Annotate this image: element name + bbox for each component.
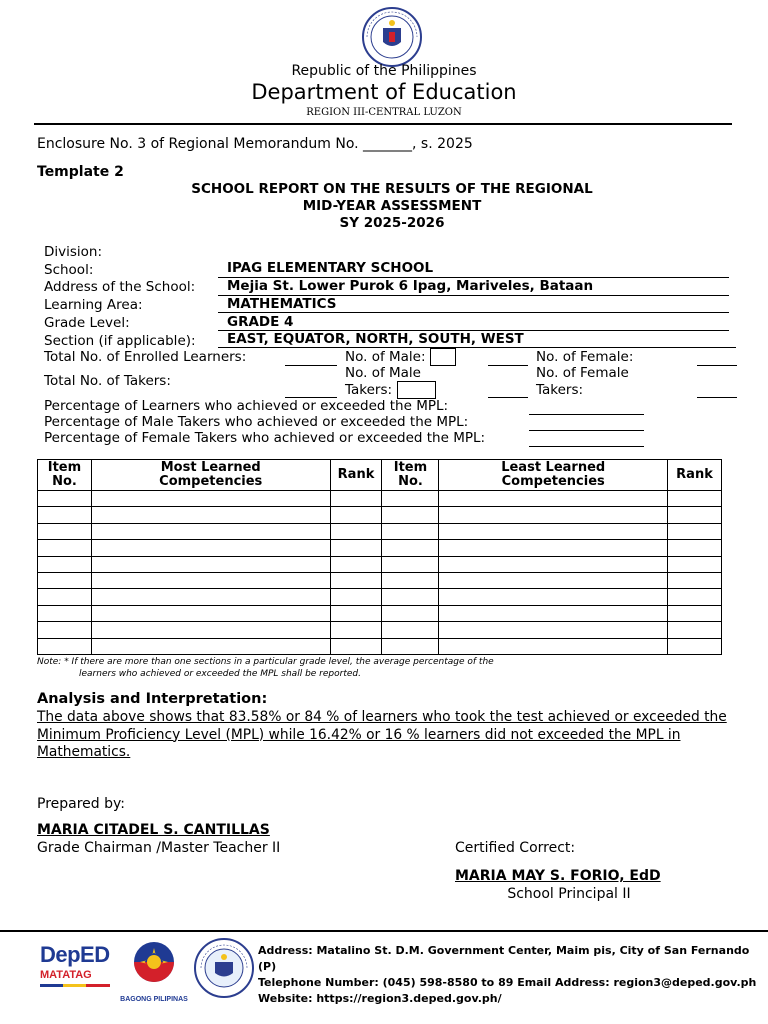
table-cell[interactable] [382, 523, 439, 539]
pct-female-label: Percentage of Female Takers who achieved or exceeded the MPL: [44, 430, 486, 446]
female-takers-label-2: Takers: [536, 382, 584, 398]
footer-website[interactable]: Website: https://region3.deped.gov.ph/ [258, 992, 502, 1005]
footer-contact [258, 943, 768, 1007]
table-cell[interactable] [439, 556, 668, 572]
table-cell[interactable] [382, 622, 439, 638]
table-cell[interactable] [330, 605, 382, 621]
footer-address: Address: Matalino St. D.M. Government Center, Maim pis, City of San Fernando (P) [258, 944, 750, 973]
female-label: No. of Female: [536, 349, 634, 365]
region-seal [193, 937, 255, 999]
table-cell[interactable] [382, 491, 439, 507]
table-row [38, 622, 722, 638]
table-cell[interactable] [668, 523, 722, 539]
table-cell[interactable] [439, 523, 668, 539]
table-cell[interactable] [38, 556, 92, 572]
table-cell[interactable] [439, 589, 668, 605]
header-item-no-2: Item No. [382, 460, 439, 491]
female-line [697, 365, 737, 366]
table-cell[interactable] [91, 507, 330, 523]
male-line [488, 365, 528, 366]
table-cell[interactable] [382, 507, 439, 523]
table-cell[interactable] [668, 491, 722, 507]
bagong-pilipinas-text: BAGONG PILIPINAS [120, 996, 188, 1003]
male-takers-label-2: Takers: [345, 382, 393, 398]
certifier-name: MARIA MAY S. FORIO, EdD [455, 868, 661, 884]
table-cell[interactable] [91, 491, 330, 507]
note-line-1: Note: * If there are more than one sections in a particular grade level, the average percentage of the [37, 657, 494, 667]
table-cell[interactable] [382, 556, 439, 572]
certified-label: Certified Correct: [455, 840, 576, 856]
female-takers-label-1: No. of Female [536, 365, 629, 381]
header-rank: Rank [330, 460, 382, 491]
enclosure-line: Enclosure No. 3 of Regional Memorandum No. _______, s. 2025 [37, 136, 473, 152]
deped-seal [353, 6, 431, 68]
table-cell[interactable] [439, 605, 668, 621]
footer-divider [0, 930, 768, 932]
table-cell[interactable] [439, 507, 668, 523]
section-line [218, 347, 736, 348]
grade-value: GRADE 4 [227, 314, 294, 330]
table-row [38, 638, 722, 654]
table-cell[interactable] [382, 540, 439, 556]
table-cell[interactable] [38, 638, 92, 654]
section-value: EAST, EQUATOR, NORTH, SOUTH, WEST [227, 331, 524, 347]
male-takers-label-1: No. of Male [345, 365, 421, 381]
area-label: Learning Area: [44, 297, 143, 313]
table-cell[interactable] [330, 540, 382, 556]
table-cell[interactable] [330, 556, 382, 572]
pct-learners-line [529, 414, 644, 415]
header-rank-2: Rank [668, 460, 722, 491]
table-row [38, 589, 722, 605]
table-cell[interactable] [382, 589, 439, 605]
table-cell[interactable] [38, 491, 92, 507]
table-cell[interactable] [91, 589, 330, 605]
competencies-table [37, 459, 722, 655]
table-cell[interactable] [439, 491, 668, 507]
footer-telephone: Telephone Number: (045) 598-8580 to 89 Email Address: region3@deped.gov.ph [258, 976, 757, 989]
female-takers-line [697, 397, 737, 398]
grade-label: Grade Level: [44, 315, 130, 331]
table-cell[interactable] [91, 572, 330, 588]
enrolled-line [285, 365, 337, 366]
table-cell[interactable] [330, 523, 382, 539]
school-label: School: [44, 262, 94, 278]
bagong-pilipinas-icon [118, 938, 190, 992]
preparer-position: Grade Chairman /Master Teacher II [37, 840, 281, 856]
matatag-text: MATATAG [40, 969, 92, 981]
table-cell[interactable] [668, 638, 722, 654]
table-row [38, 605, 722, 621]
preparer-name: MARIA CITADEL S. CANTILLAS [37, 822, 270, 838]
takers-label: Total No. of Takers: [44, 373, 171, 389]
table-cell[interactable] [91, 556, 330, 572]
table-cell[interactable] [668, 622, 722, 638]
table-cell[interactable] [38, 507, 92, 523]
table-cell[interactable] [38, 572, 92, 588]
table-cell[interactable] [330, 507, 382, 523]
male-box[interactable] [430, 348, 456, 366]
table-cell[interactable] [439, 622, 668, 638]
deped-logo-text: DepED [40, 942, 110, 967]
department-heading: Department of Education [251, 80, 517, 104]
table-cell[interactable] [382, 572, 439, 588]
report-title-line-3: SY 2025-2026 [339, 215, 445, 231]
pct-male-line [529, 430, 644, 431]
bagong-pilipinas-logo [118, 938, 190, 1004]
male-takers-line [488, 397, 528, 398]
address-value: Mejia St. Lower Purok 6 Ipag, Mariveles, Bataan [227, 278, 594, 294]
table-row [38, 572, 722, 588]
table-cell[interactable] [38, 605, 92, 621]
table-cell[interactable] [330, 572, 382, 588]
table-cell[interactable] [38, 589, 92, 605]
table-cell[interactable] [668, 540, 722, 556]
table-row [38, 523, 722, 539]
table-cell[interactable] [91, 605, 330, 621]
address-label: Address of the School: [44, 279, 196, 295]
table-cell[interactable] [38, 523, 92, 539]
table-cell[interactable] [330, 491, 382, 507]
table-cell[interactable] [668, 605, 722, 621]
certifier-position: School Principal II [507, 886, 631, 902]
table-cell[interactable] [330, 638, 382, 654]
school-value: IPAG ELEMENTARY SCHOOL [227, 260, 434, 276]
prepared-by-label: Prepared by: [37, 796, 125, 812]
table-cell[interactable] [91, 622, 330, 638]
republic-heading: Republic of the Philippines [291, 63, 477, 79]
report-title-line-2: MID-YEAR ASSESSMENT [302, 198, 482, 214]
table-row [38, 507, 722, 523]
report-title-line-1: SCHOOL REPORT ON THE RESULTS OF THE REGIONAL [191, 181, 593, 197]
table-cell[interactable] [439, 540, 668, 556]
division-label: Division: [44, 244, 103, 260]
pct-male-label: Percentage of Male Takers who achieved or exceeded the MPL: [44, 414, 469, 430]
header-divider [34, 123, 732, 125]
table-cell[interactable] [668, 572, 722, 588]
matatag-stripe [40, 984, 110, 987]
enrolled-label: Total No. of Enrolled Learners: [44, 349, 247, 365]
table-row [38, 556, 722, 572]
table-cell[interactable] [91, 523, 330, 539]
table-header-row [38, 460, 722, 491]
table-cell[interactable] [38, 622, 92, 638]
table-cell[interactable] [330, 622, 382, 638]
note-line-2: learners who achieved or exceeded the MPL shall be reported. [79, 669, 361, 679]
header-least-learned: Least Learned Competencies [439, 460, 668, 491]
table-cell[interactable] [439, 572, 668, 588]
table-note [37, 656, 494, 680]
table-cell[interactable] [668, 589, 722, 605]
table-cell[interactable] [668, 556, 722, 572]
male-label: No. of Male: [345, 349, 426, 365]
header-item-no: Item No. [38, 460, 92, 491]
table-cell[interactable] [330, 589, 382, 605]
analysis-heading: Analysis and Interpretation: [37, 691, 268, 707]
table-cell[interactable] [382, 638, 439, 654]
pct-learners-label: Percentage of Learners who achieved or exceeded the MPL: [44, 398, 449, 414]
male-takers-box[interactable] [397, 381, 436, 399]
table-cell[interactable] [91, 638, 330, 654]
table-cell[interactable] [439, 638, 668, 654]
deped-matatag-logo [40, 942, 112, 1000]
header-most-learned: Most Learned Competencies [91, 460, 330, 491]
pct-female-line [529, 446, 644, 447]
table-cell[interactable] [91, 540, 330, 556]
region-heading: REGION III-CENTRAL LUZON [306, 107, 462, 118]
table-cell[interactable] [668, 507, 722, 523]
area-line [218, 312, 729, 313]
table-cell[interactable] [382, 605, 439, 621]
table-row [38, 540, 722, 556]
table-cell[interactable] [38, 540, 92, 556]
section-label: Section (if applicable): [44, 333, 196, 349]
analysis-text: The data above shows that 83.58% or 84 % of learners who took the test achieved or exceeded the Minimum Proficiency Level (MPL) while 16.42% or 16 % learners did not exceeded the MPL in Mathematics. [37, 709, 727, 760]
template-label: Template 2 [37, 164, 124, 180]
table-row [38, 491, 722, 507]
area-value: MATHEMATICS [227, 296, 337, 312]
